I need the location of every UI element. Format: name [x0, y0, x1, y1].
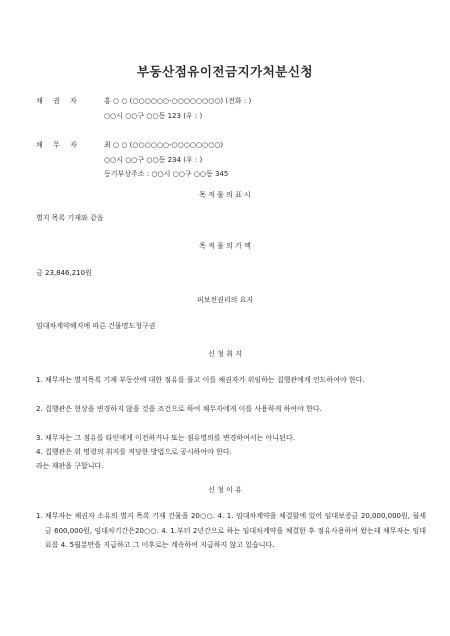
document-title: 부동산점유이전금지가처분신청	[136, 64, 314, 79]
reason-item-number: 1.	[36, 512, 43, 520]
purpose-item	[36, 373, 426, 388]
purpose-item-number: 2.	[36, 405, 43, 413]
purpose-item	[36, 402, 426, 417]
purpose-item	[36, 431, 426, 446]
object-value-content: 금 23,846,210원	[36, 269, 92, 277]
purpose-item	[36, 445, 426, 460]
reason-item	[36, 509, 426, 553]
debtor-address-line: ○○시 ○○구 ○○동 234 (우 : )	[104, 156, 203, 164]
creditor-address-line: ○○시 ○○구 ○○동 123 (우 : )	[104, 112, 203, 120]
purpose-heading: 신 청 취 지	[208, 350, 242, 358]
debtor-registry-address-line: 등기부상주소 : ○○시 ○○구 ○○동 345	[104, 170, 229, 178]
creditor-label: 채 권 자	[36, 97, 81, 105]
preserved-right-content: 임대차계약해지에 따른 건물명도청구권	[36, 322, 156, 330]
purpose-item-number: 3.	[36, 434, 43, 442]
purpose-item-text: 채무자는 그 점유를 타인에게 이전하거나 또는 점유명의를 변경하여서는 아니된다.	[45, 434, 295, 442]
object-display-content: 별지 목록 기재와 같음	[36, 214, 104, 222]
purpose-item-text: 집행관은 현상을 변경하지 않을 것을 조건으로 하여 채무자에게 이를 사용하게 하여야 한다.	[45, 405, 322, 413]
preserved-right-heading: 피보전권리의 요지	[196, 296, 254, 304]
purpose-item-text: 집행관은 위 명령의 취지를 적당한 방법으로 공시하여야 한다.	[45, 448, 232, 456]
reason-item-text: 채무자는 채권자 소유의 별지 목록 기재 건물을 20○○. 4. 1. 임대차계약을 체결함에 있어 임대보증금 20,000,000원, 월세금 600,000원, 임대차기간은20○○. 4. 1.부터 2년간으로 하는 임대차계약을 체결한 후 점유사용하여 왔는데 채무자는 임대료를 4. 5월분만을 지급하고 그 이후로는 계속하여 지급하지 않고 있습니다.	[45, 512, 426, 549]
debtor-name-line: 최 ○ ○ (○○○○○○-○○○○○○○○)	[104, 141, 224, 149]
purpose-closing: 라는 재판을 구합니다.	[36, 462, 104, 470]
purpose-item-number: 1.	[36, 376, 43, 384]
debtor-label: 채 무 자	[36, 141, 81, 149]
reason-heading: 신 청 이 유	[208, 486, 242, 494]
purpose-item-text: 채무자는 별지목록 기재 부동산에 대한 점유를 풀고 이를 채권자가 위임하는 집행관에게 인도하여야 한다.	[45, 376, 365, 384]
object-display-heading: 목 적 물 의 표 시	[199, 191, 251, 199]
object-value-heading: 목 적 물 의 가 액	[199, 242, 251, 250]
creditor-name-line: 홍 ○ ○ (○○○○○○-○○○○○○○○) (전화 : )	[104, 97, 252, 105]
purpose-item-number: 4.	[36, 448, 43, 456]
